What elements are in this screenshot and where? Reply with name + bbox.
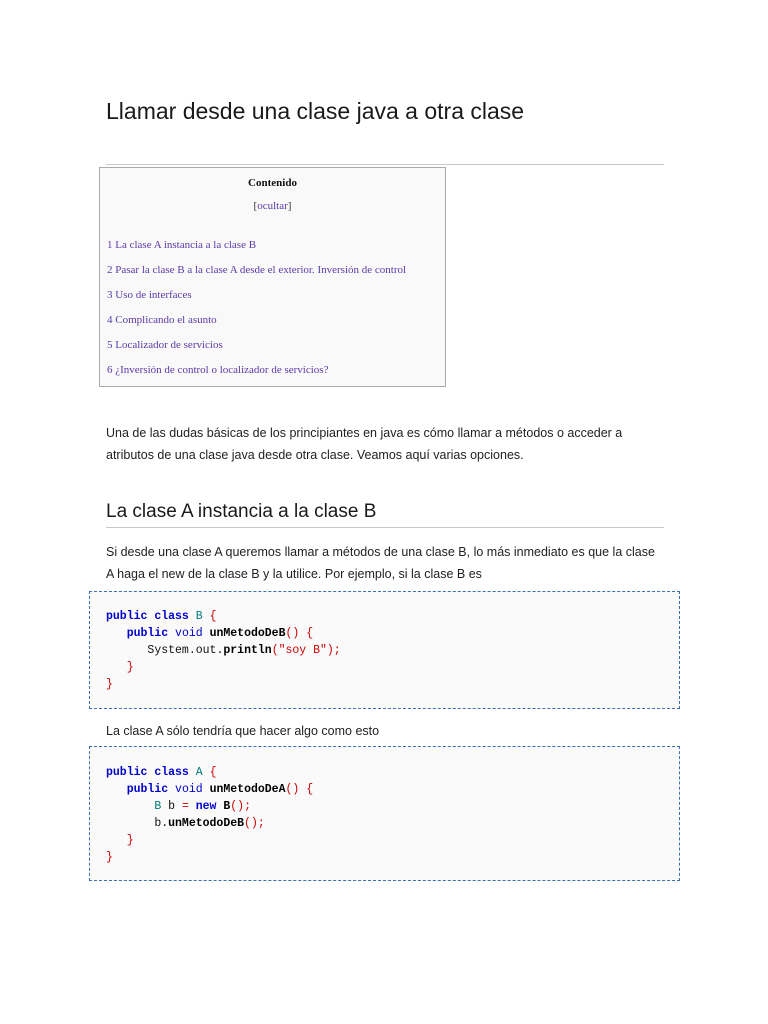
section-paragraph xyxy=(106,541,655,585)
toc-item-1[interactable]: 1 La clase A instancia a la clase B xyxy=(107,239,257,251)
code-line xyxy=(106,659,679,676)
code-token: new xyxy=(195,800,217,813)
title-divider xyxy=(106,164,664,165)
code-token: . xyxy=(216,644,224,657)
code-token: System xyxy=(147,644,189,657)
code-token: . xyxy=(188,644,196,657)
code-token: A xyxy=(195,766,203,779)
code-token: ( xyxy=(271,644,279,657)
intro-paragraph xyxy=(106,422,622,466)
code-token: () xyxy=(285,783,300,796)
code-line xyxy=(106,608,679,625)
code-token: ); xyxy=(326,644,341,657)
section-paragraph-line-1: Si desde una clase A queremos llamar a métodos de una clase B, lo más inmediato es que la clase xyxy=(106,545,655,559)
toc-hide-link[interactable]: ocultar xyxy=(257,200,288,212)
section-paragraph-line-2: A haga el new de la clase B y la utilice. Por ejemplo, si la clase B es xyxy=(106,567,482,581)
code-token: (); xyxy=(244,817,265,830)
toc-item-3[interactable]: 3 Uso de interfaces xyxy=(107,289,192,301)
code-line xyxy=(106,764,679,781)
code-token: } xyxy=(126,834,134,847)
code-token: } xyxy=(126,661,134,674)
code-token: void xyxy=(175,627,203,640)
code-block-class-a xyxy=(89,746,680,881)
code-token: public xyxy=(126,783,169,796)
code-line xyxy=(106,625,679,642)
intro-line-1: Una de las dudas básicas de los principiantes en java es cómo llamar a métodos o acceder a xyxy=(106,426,623,440)
code-token: class xyxy=(154,610,189,623)
code-token: B xyxy=(195,610,203,623)
code-token: void xyxy=(175,783,203,796)
section-divider xyxy=(106,527,664,528)
code-token: () xyxy=(285,627,300,640)
code-token: b xyxy=(168,800,176,813)
code-line xyxy=(106,832,679,849)
toc-item-5[interactable]: 5 Localizador de servicios xyxy=(107,339,223,351)
toc-toggle-close-bracket: ] xyxy=(287,200,292,212)
code-token: B xyxy=(154,800,162,813)
code-line xyxy=(106,798,679,815)
toc-toggle xyxy=(100,200,445,212)
toc-list xyxy=(107,238,406,388)
table-of-contents xyxy=(99,167,446,387)
code-block-class-b xyxy=(89,591,680,709)
toc-item-2[interactable]: 2 Pasar la clase B a la clase A desde el exterior. Inversión de control xyxy=(107,264,407,276)
code-token: public xyxy=(106,610,148,623)
toc-title: Contenido xyxy=(248,177,297,189)
code-token: { xyxy=(209,766,217,779)
code-line xyxy=(106,849,679,866)
code-token: unMetodoDeB xyxy=(209,627,286,640)
code-token: println xyxy=(223,644,272,657)
code-token: { xyxy=(209,610,217,623)
code-line xyxy=(106,781,679,798)
code-token: unMetodoDeA xyxy=(209,783,286,796)
page-title: Llamar desde una clase java a otra clase xyxy=(106,98,525,124)
code-line xyxy=(106,815,679,832)
code-token: { xyxy=(306,783,314,796)
code-token: B xyxy=(223,800,231,813)
code-token: out xyxy=(195,644,217,657)
code-token: unMetodoDeB xyxy=(168,817,245,830)
toc-item-4[interactable]: 4 Complicando el asunto xyxy=(107,314,217,326)
code-token: } xyxy=(106,851,113,864)
code-line xyxy=(106,642,679,659)
code-token: (); xyxy=(230,800,251,813)
toc-toggle-open-bracket: [ xyxy=(253,200,258,212)
code-token: public xyxy=(106,766,148,779)
intro-line-2: atributos de una clase java desde otra clase. Veamos aquí varias opciones. xyxy=(106,448,524,462)
code-line xyxy=(106,676,679,693)
code-token: class xyxy=(154,766,189,779)
code-token: "soy B" xyxy=(278,644,327,657)
code-token: } xyxy=(106,678,113,691)
between-paragraph: La clase A sólo tendría que hacer algo como esto xyxy=(106,724,380,738)
code-token: public xyxy=(126,627,169,640)
code-token: { xyxy=(306,627,314,640)
toc-item-6[interactable]: 6 ¿Inversión de control o localizador de servicios? xyxy=(107,364,329,376)
section-heading: La clase A instancia a la clase B xyxy=(106,501,377,522)
code-token: . xyxy=(161,817,169,830)
code-token: b xyxy=(154,817,162,830)
code-token: = xyxy=(181,800,189,813)
